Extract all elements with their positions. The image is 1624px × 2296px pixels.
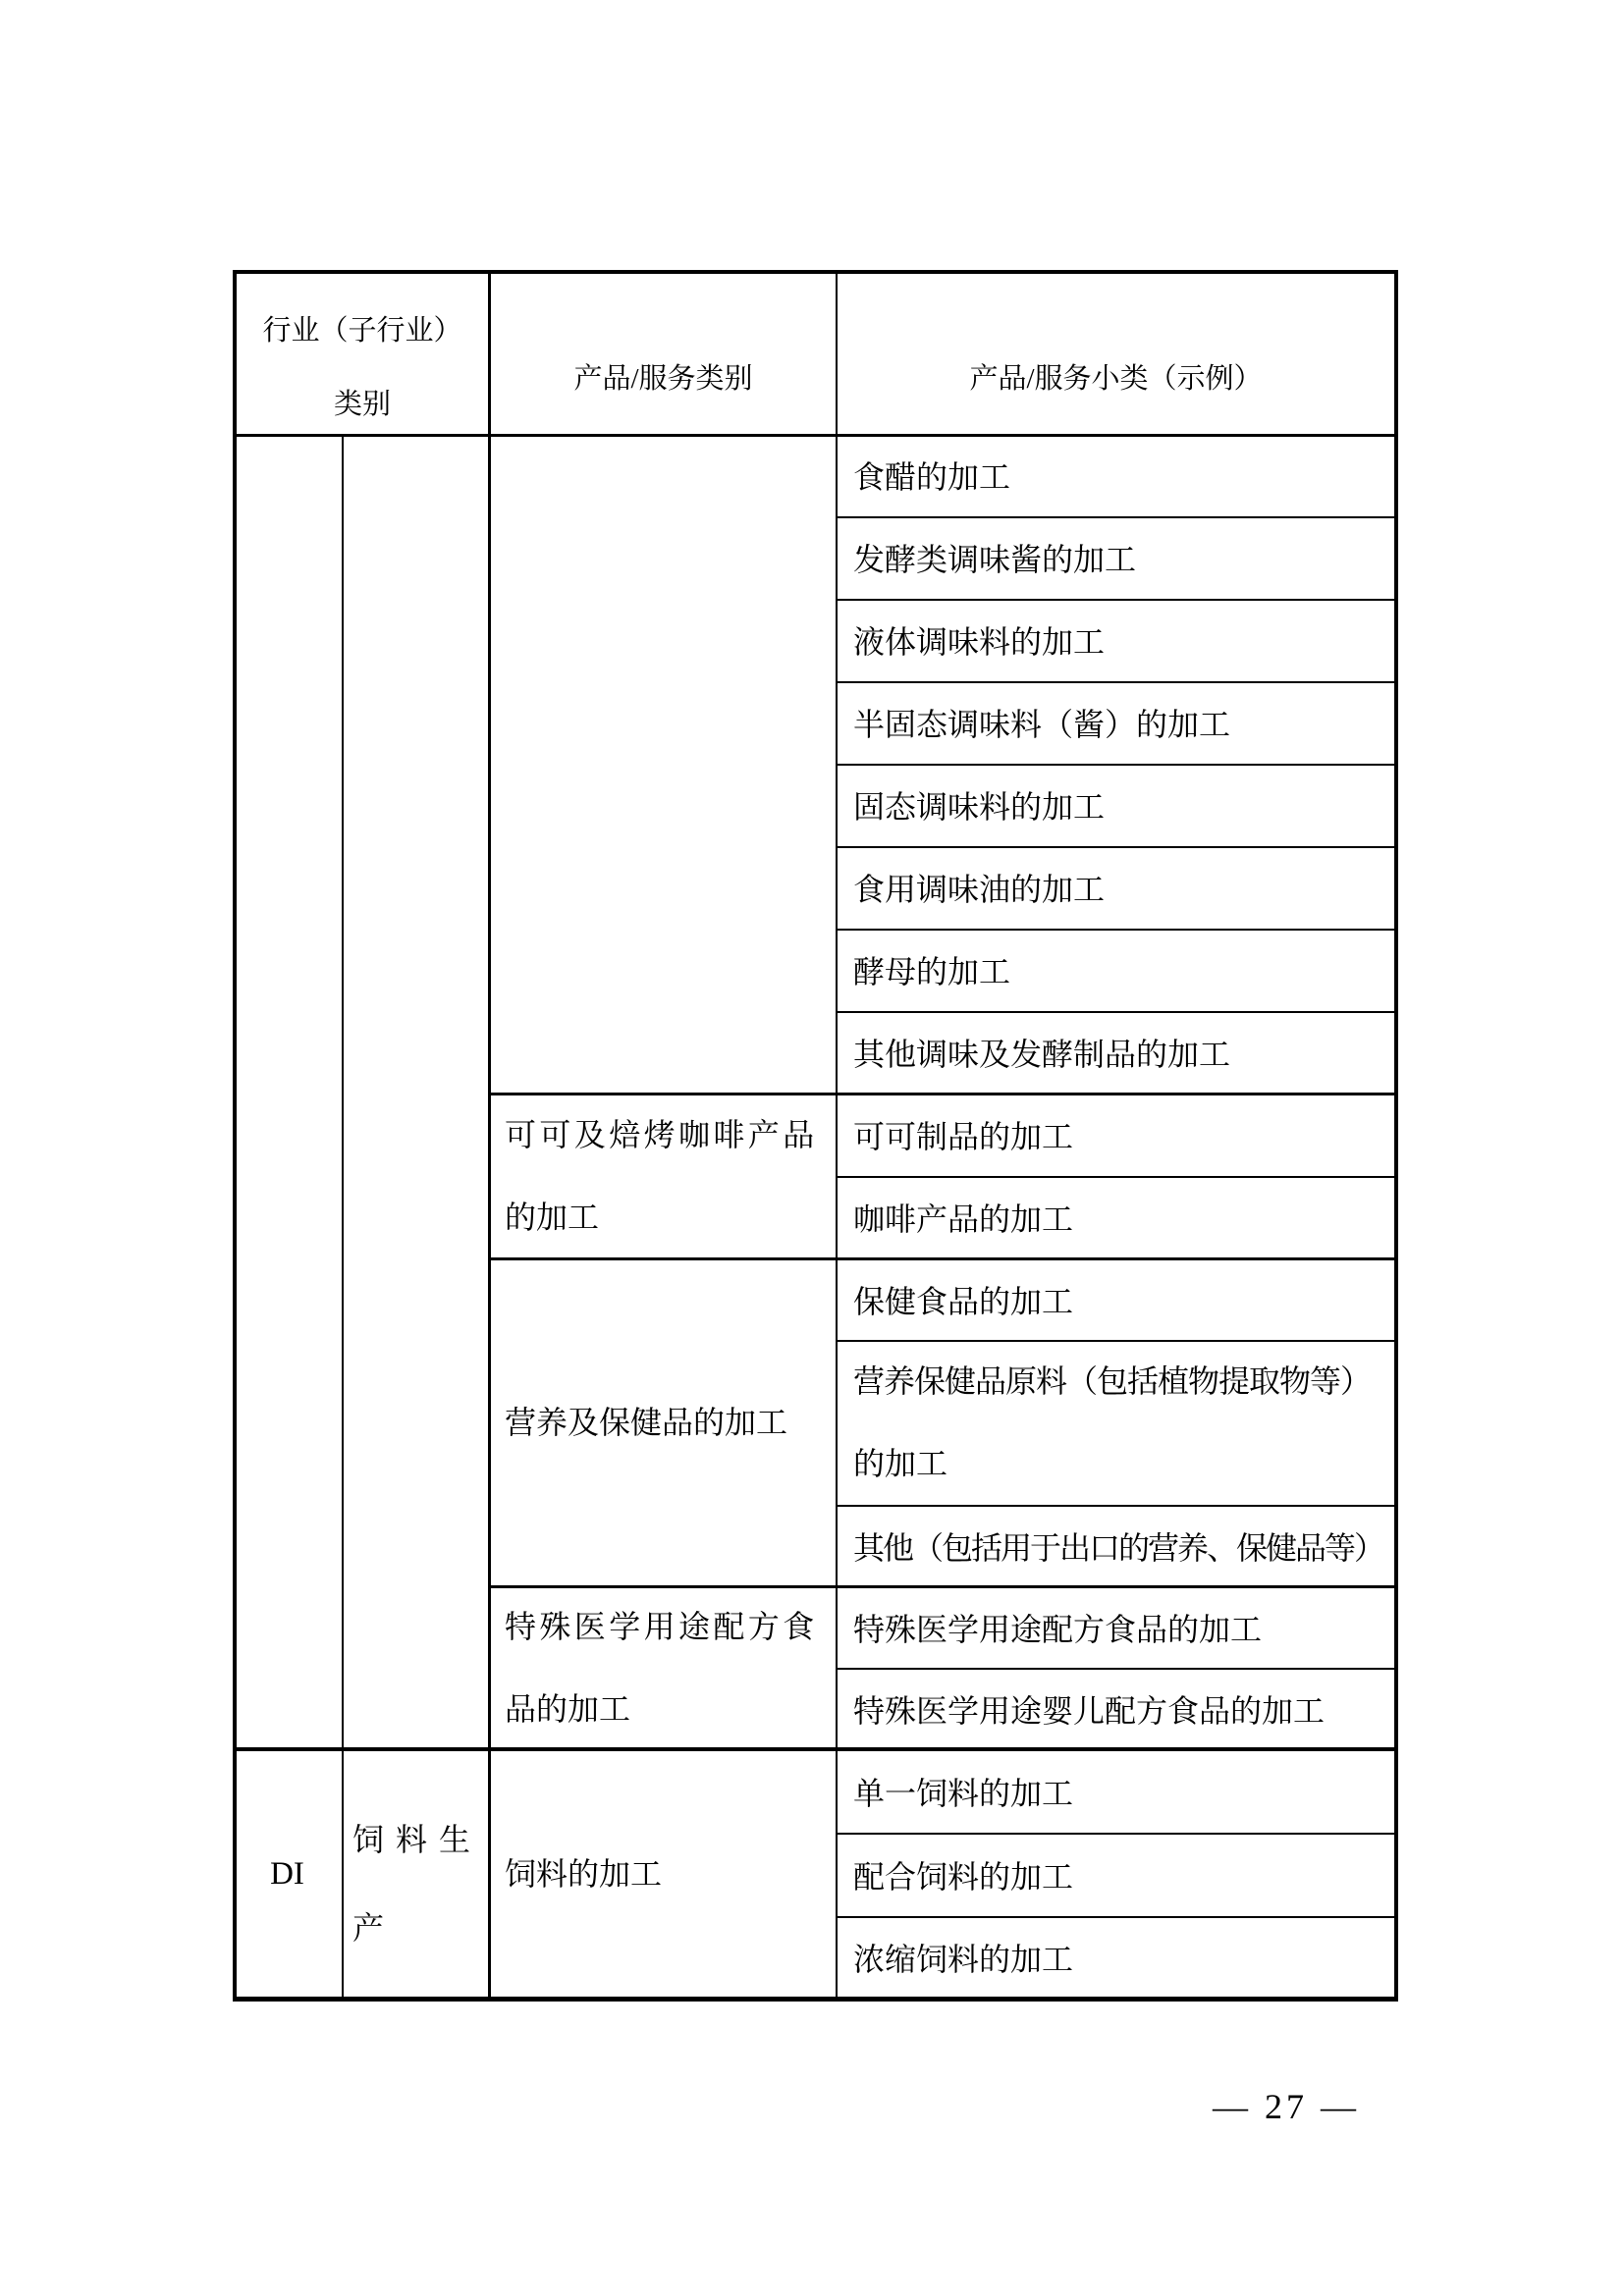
subcategory-item: 保健食品的加工 — [853, 1283, 1074, 1319]
subcategory-item-line: 的加工 — [853, 1446, 948, 1481]
category-text-line: 可可及焙烤咖啡产品 — [505, 1117, 818, 1152]
header-industry-column-line1: 行业（子行业） — [262, 315, 462, 347]
industry-name-cell — [342, 1749, 488, 1999]
category-cell-feed — [488, 1749, 836, 1999]
category-cell-nutrition-health — [488, 1258, 836, 1586]
category-text-line: 品的加工 — [505, 1691, 631, 1727]
subcategory-item: 半固态调味料（酱）的加工 — [853, 707, 1231, 742]
header-industry-column-line2: 类别 — [333, 389, 391, 420]
subcategory-item: 其他（包括用于出口的营养、保健品等） — [853, 1529, 1384, 1566]
subcategory-item: 其他调味及发酵制品的加工 — [853, 1037, 1231, 1072]
table-border-left — [233, 270, 237, 2002]
subcategory-item: 发酵类调味酱的加工 — [853, 542, 1137, 577]
subcategory-item: 浓缩饲料的加工 — [853, 1942, 1074, 1977]
subcategory-item-two-lines — [853, 1340, 1388, 1505]
subcategory-item: 食用调味油的加工 — [853, 872, 1106, 907]
subcategory-item: 特殊医学用途婴儿配方食品的加工 — [853, 1692, 1326, 1729]
subcategory-item-line: 营养保健品原料（包括植物提取物等） — [853, 1363, 1372, 1399]
page-number: — 27 — — [1213, 2087, 1360, 2126]
header-category-column: 产品/服务类别 — [573, 363, 753, 395]
subcategory-item: 特殊医学用途配方食品的加工 — [853, 1611, 1263, 1647]
subcategory-item: 单一饲料的加工 — [853, 1775, 1074, 1811]
subcategory-item: 配合饲料的加工 — [853, 1858, 1074, 1895]
category-text-line: 营养及保健品的加工 — [505, 1405, 788, 1440]
category-cell-special-medical — [488, 1586, 836, 1749]
subcategory-item: 食醋的加工 — [853, 459, 1011, 495]
table-border-right — [1394, 270, 1398, 2002]
header-subcategory-column: 产品/服务小类（示例） — [969, 363, 1263, 395]
category-text-line: 特殊医学用途配方食 — [505, 1609, 818, 1644]
subcategory-item: 可可制品的加工 — [853, 1119, 1074, 1154]
industry-code-cell: DI — [270, 1855, 304, 1892]
industry-name-line: 产 — [352, 1910, 385, 1946]
table-grid-line-vertical — [836, 270, 838, 1999]
subcategory-item: 咖啡产品的加工 — [853, 1201, 1074, 1237]
subcategory-item: 固态调味料的加工 — [853, 789, 1106, 825]
category-cell-cocoa-coffee — [488, 1094, 836, 1258]
subcategory-item: 液体调味料的加工 — [853, 624, 1106, 660]
category-text-line: 的加工 — [505, 1200, 600, 1235]
subcategory-item: 酵母的加工 — [853, 954, 1011, 989]
category-text-line: 饲料的加工 — [505, 1856, 663, 1892]
industry-name-line: 饲料生 — [352, 1822, 483, 1857]
